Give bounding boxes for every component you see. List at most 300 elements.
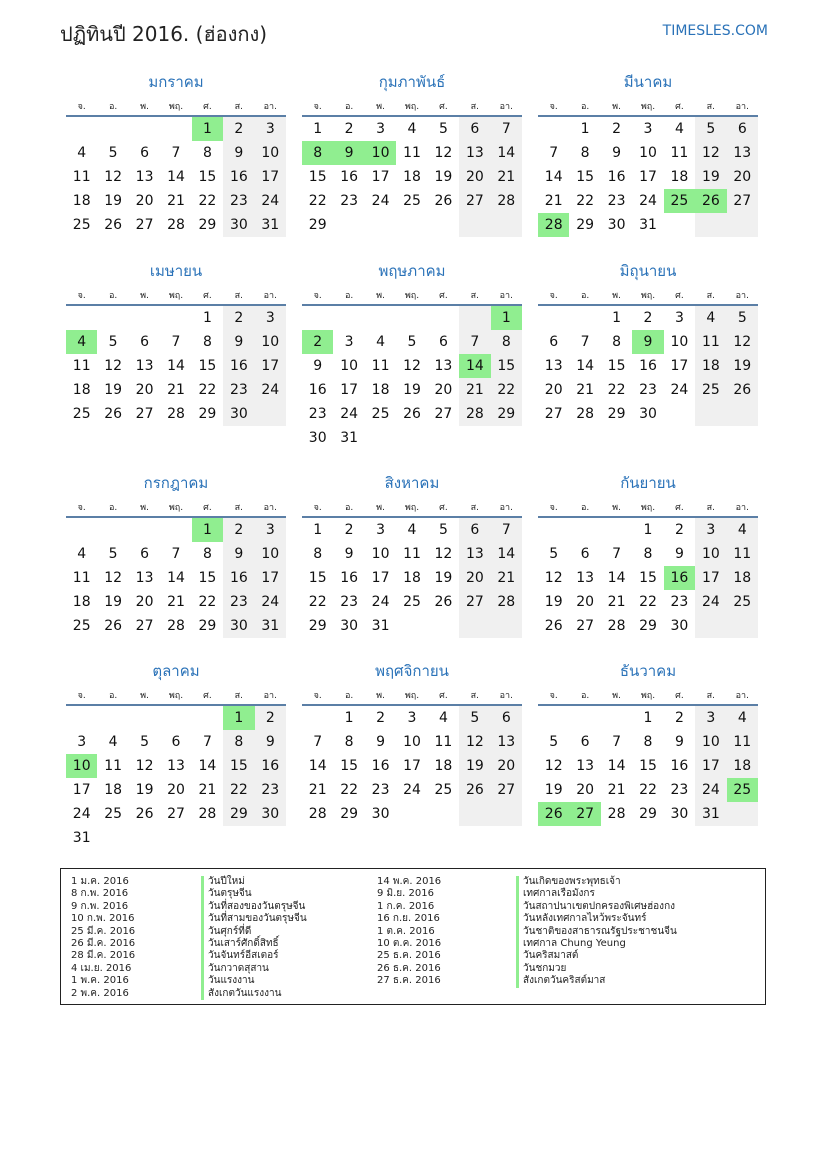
day-cell[interactable]: 24 <box>261 594 280 610</box>
day-cell[interactable]: 20 <box>135 382 154 398</box>
day-cell[interactable]: 12 <box>465 734 484 750</box>
day-cell[interactable]: 12 <box>403 358 421 374</box>
day-cell[interactable]: 27 <box>434 406 453 422</box>
day-cell[interactable]: 13 <box>167 758 185 774</box>
day-cell[interactable]: 24 <box>72 806 91 822</box>
day-cell[interactable]: 21 <box>465 382 484 398</box>
day-cell[interactable]: 2 <box>344 121 354 137</box>
day-cell[interactable]: 13 <box>434 358 453 374</box>
day-cell[interactable]: 6 <box>470 522 480 538</box>
day-cell[interactable]: 26 <box>544 618 563 634</box>
day-cell[interactable]: 29 <box>497 406 516 422</box>
day-cell[interactable]: 27 <box>733 193 752 209</box>
day-cell[interactable]: 21 <box>576 382 595 398</box>
day-cell[interactable]: 18 <box>104 782 123 798</box>
day-cell[interactable]: 22 <box>607 382 626 398</box>
day-cell[interactable]: 22 <box>639 782 657 798</box>
day-cell[interactable]: 31 <box>639 217 657 233</box>
day-cell[interactable]: 28 <box>576 406 595 422</box>
holiday-day-cell[interactable]: 9 <box>333 141 364 165</box>
day-cell[interactable]: 16 <box>371 758 390 774</box>
holiday-day-cell[interactable]: 26 <box>538 802 569 826</box>
day-cell[interactable]: 10 <box>371 546 390 562</box>
day-cell[interactable]: 22 <box>198 594 217 610</box>
day-cell[interactable]: 1 <box>643 522 653 538</box>
day-cell[interactable]: 15 <box>308 169 327 185</box>
day-cell[interactable]: 24 <box>340 406 359 422</box>
day-cell[interactable]: 20 <box>544 382 563 398</box>
day-cell[interactable]: 27 <box>544 406 563 422</box>
day-cell[interactable]: 18 <box>72 193 91 209</box>
day-cell[interactable]: 27 <box>135 618 154 634</box>
holiday-day-cell[interactable]: 16 <box>664 566 695 590</box>
day-cell[interactable]: 23 <box>670 594 689 610</box>
day-cell[interactable]: 3 <box>706 710 716 726</box>
day-cell[interactable]: 7 <box>202 734 212 750</box>
day-cell[interactable]: 17 <box>639 169 657 185</box>
day-cell[interactable]: 30 <box>308 430 327 446</box>
day-cell[interactable]: 8 <box>501 334 511 350</box>
day-cell[interactable]: 8 <box>643 734 653 750</box>
day-cell[interactable]: 5 <box>108 546 118 562</box>
day-cell[interactable]: 16 <box>639 358 657 374</box>
day-cell[interactable]: 26 <box>434 193 453 209</box>
day-cell[interactable]: 9 <box>313 358 323 374</box>
day-cell[interactable]: 7 <box>470 334 480 350</box>
day-cell[interactable]: 15 <box>340 758 359 774</box>
day-cell[interactable]: 6 <box>140 334 150 350</box>
holiday-day-cell[interactable]: 10 <box>66 754 97 778</box>
day-cell[interactable]: 20 <box>135 594 154 610</box>
day-cell[interactable]: 2 <box>612 121 622 137</box>
day-cell[interactable]: 2 <box>234 522 244 538</box>
day-cell[interactable]: 21 <box>497 570 516 586</box>
day-cell[interactable]: 24 <box>371 594 390 610</box>
day-cell[interactable]: 19 <box>104 382 123 398</box>
day-cell[interactable]: 23 <box>670 782 689 798</box>
day-cell[interactable]: 22 <box>497 382 516 398</box>
day-cell[interactable]: 14 <box>607 758 626 774</box>
day-cell[interactable]: 19 <box>104 594 123 610</box>
day-cell[interactable]: 4 <box>438 710 448 726</box>
day-cell[interactable]: 13 <box>544 358 563 374</box>
day-cell[interactable]: 18 <box>72 594 91 610</box>
day-cell[interactable]: 15 <box>229 758 248 774</box>
day-cell[interactable]: 17 <box>72 782 91 798</box>
day-cell[interactable]: 18 <box>403 570 421 586</box>
day-cell[interactable]: 5 <box>438 522 448 538</box>
day-cell[interactable]: 17 <box>371 570 390 586</box>
day-cell[interactable]: 17 <box>371 169 390 185</box>
day-cell[interactable]: 17 <box>261 570 280 586</box>
holiday-day-cell[interactable]: 25 <box>727 778 758 802</box>
day-cell[interactable]: 3 <box>376 121 386 137</box>
day-cell[interactable]: 5 <box>407 334 417 350</box>
day-cell[interactable]: 22 <box>308 594 327 610</box>
day-cell[interactable]: 20 <box>576 782 595 798</box>
day-cell[interactable]: 1 <box>580 121 590 137</box>
day-cell[interactable]: 2 <box>265 710 275 726</box>
day-cell[interactable]: 23 <box>607 193 626 209</box>
day-cell[interactable]: 26 <box>434 594 453 610</box>
day-cell[interactable]: 26 <box>135 806 154 822</box>
day-cell[interactable]: 29 <box>308 618 327 634</box>
day-cell[interactable]: 27 <box>465 193 484 209</box>
day-cell[interactable]: 4 <box>706 310 716 326</box>
day-cell[interactable]: 22 <box>229 782 248 798</box>
day-cell[interactable]: 19 <box>465 758 484 774</box>
day-cell[interactable]: 25 <box>403 193 421 209</box>
day-cell[interactable]: 31 <box>72 830 91 846</box>
day-cell[interactable]: 24 <box>701 594 720 610</box>
day-cell[interactable]: 23 <box>229 382 248 398</box>
day-cell[interactable]: 13 <box>135 358 154 374</box>
day-cell[interactable]: 22 <box>308 193 327 209</box>
day-cell[interactable]: 24 <box>261 382 280 398</box>
day-cell[interactable]: 2 <box>234 121 244 137</box>
day-cell[interactable]: 12 <box>434 546 453 562</box>
day-cell[interactable]: 13 <box>576 758 595 774</box>
day-cell[interactable]: 1 <box>643 710 653 726</box>
day-cell[interactable]: 6 <box>501 710 511 726</box>
day-cell[interactable]: 14 <box>198 758 217 774</box>
day-cell[interactable]: 22 <box>198 193 217 209</box>
day-cell[interactable]: 7 <box>171 145 181 161</box>
day-cell[interactable]: 8 <box>234 734 244 750</box>
day-cell[interactable]: 18 <box>701 358 720 374</box>
day-cell[interactable]: 12 <box>434 145 453 161</box>
day-cell[interactable]: 21 <box>167 193 185 209</box>
day-cell[interactable]: 27 <box>135 217 154 233</box>
holiday-day-cell[interactable]: 27 <box>569 802 600 826</box>
day-cell[interactable]: 8 <box>202 546 212 562</box>
day-cell[interactable]: 13 <box>733 145 752 161</box>
day-cell[interactable]: 6 <box>580 734 590 750</box>
day-cell[interactable]: 5 <box>470 710 480 726</box>
day-cell[interactable]: 20 <box>167 782 185 798</box>
day-cell[interactable]: 12 <box>104 169 123 185</box>
day-cell[interactable]: 13 <box>576 570 595 586</box>
day-cell[interactable]: 22 <box>340 782 359 798</box>
day-cell[interactable]: 6 <box>580 546 590 562</box>
day-cell[interactable]: 6 <box>438 334 448 350</box>
day-cell[interactable]: 1 <box>202 310 212 326</box>
day-cell[interactable]: 10 <box>670 334 689 350</box>
holiday-day-cell[interactable]: 4 <box>66 330 97 354</box>
day-cell[interactable]: 3 <box>407 710 417 726</box>
day-cell[interactable]: 23 <box>229 193 248 209</box>
day-cell[interactable]: 24 <box>403 782 421 798</box>
day-cell[interactable]: 15 <box>198 570 217 586</box>
day-cell[interactable]: 18 <box>72 382 91 398</box>
day-cell[interactable]: 10 <box>261 546 280 562</box>
day-cell[interactable]: 19 <box>544 594 563 610</box>
day-cell[interactable]: 30 <box>639 406 657 422</box>
day-cell[interactable]: 10 <box>261 145 280 161</box>
day-cell[interactable]: 5 <box>438 121 448 137</box>
day-cell[interactable]: 21 <box>544 193 563 209</box>
day-cell[interactable]: 20 <box>465 570 484 586</box>
day-cell[interactable]: 14 <box>497 145 516 161</box>
day-cell[interactable]: 12 <box>701 145 720 161</box>
holiday-day-cell[interactable]: 26 <box>695 189 726 213</box>
day-cell[interactable]: 20 <box>576 594 595 610</box>
day-cell[interactable]: 5 <box>108 334 118 350</box>
day-cell[interactable]: 16 <box>607 169 626 185</box>
day-cell[interactable]: 13 <box>497 734 516 750</box>
day-cell[interactable]: 11 <box>403 145 421 161</box>
day-cell[interactable]: 15 <box>497 358 516 374</box>
day-cell[interactable]: 9 <box>674 546 684 562</box>
day-cell[interactable]: 21 <box>167 594 185 610</box>
day-cell[interactable]: 30 <box>229 217 248 233</box>
day-cell[interactable]: 15 <box>639 570 657 586</box>
day-cell[interactable]: 16 <box>229 570 248 586</box>
day-cell[interactable]: 15 <box>308 570 327 586</box>
day-cell[interactable]: 18 <box>434 758 453 774</box>
day-cell[interactable]: 11 <box>371 358 390 374</box>
day-cell[interactable]: 26 <box>733 382 752 398</box>
holiday-day-cell[interactable]: 9 <box>632 330 663 354</box>
day-cell[interactable]: 11 <box>72 169 91 185</box>
day-cell[interactable]: 14 <box>308 758 327 774</box>
day-cell[interactable]: 23 <box>340 193 359 209</box>
site-link[interactable]: TIMESLES.COM <box>662 23 768 39</box>
day-cell[interactable]: 25 <box>434 782 453 798</box>
day-cell[interactable]: 22 <box>198 382 217 398</box>
day-cell[interactable]: 17 <box>670 358 689 374</box>
day-cell[interactable]: 25 <box>72 406 91 422</box>
day-cell[interactable]: 4 <box>77 145 87 161</box>
day-cell[interactable]: 30 <box>261 806 280 822</box>
day-cell[interactable]: 9 <box>234 334 244 350</box>
day-cell[interactable]: 10 <box>701 546 720 562</box>
day-cell[interactable]: 4 <box>407 121 417 137</box>
day-cell[interactable]: 12 <box>104 570 123 586</box>
day-cell[interactable]: 16 <box>261 758 280 774</box>
day-cell[interactable]: 7 <box>313 734 323 750</box>
day-cell[interactable]: 12 <box>104 358 123 374</box>
day-cell[interactable]: 17 <box>701 758 720 774</box>
day-cell[interactable]: 3 <box>344 334 354 350</box>
day-cell[interactable]: 18 <box>371 382 390 398</box>
day-cell[interactable]: 7 <box>612 734 622 750</box>
holiday-day-cell[interactable]: 1 <box>223 706 254 730</box>
day-cell[interactable]: 23 <box>340 594 359 610</box>
day-cell[interactable]: 8 <box>202 334 212 350</box>
day-cell[interactable]: 11 <box>72 570 91 586</box>
day-cell[interactable]: 21 <box>607 594 626 610</box>
day-cell[interactable]: 23 <box>261 782 280 798</box>
day-cell[interactable]: 20 <box>733 169 752 185</box>
day-cell[interactable]: 16 <box>340 169 359 185</box>
day-cell[interactable]: 5 <box>549 546 559 562</box>
day-cell[interactable]: 28 <box>607 806 626 822</box>
day-cell[interactable]: 29 <box>576 217 595 233</box>
day-cell[interactable]: 13 <box>135 570 154 586</box>
day-cell[interactable]: 14 <box>497 546 516 562</box>
day-cell[interactable]: 25 <box>733 594 752 610</box>
day-cell[interactable]: 4 <box>674 121 684 137</box>
holiday-day-cell[interactable]: 1 <box>192 518 223 542</box>
day-cell[interactable]: 24 <box>639 193 657 209</box>
day-cell[interactable]: 23 <box>229 594 248 610</box>
day-cell[interactable]: 19 <box>104 193 123 209</box>
day-cell[interactable]: 24 <box>261 193 280 209</box>
day-cell[interactable]: 31 <box>701 806 720 822</box>
day-cell[interactable]: 4 <box>108 734 118 750</box>
holiday-day-cell[interactable]: 28 <box>538 213 569 237</box>
day-cell[interactable]: 18 <box>403 169 421 185</box>
day-cell[interactable]: 17 <box>261 169 280 185</box>
day-cell[interactable]: 28 <box>308 806 327 822</box>
day-cell[interactable]: 8 <box>202 145 212 161</box>
day-cell[interactable]: 28 <box>167 618 185 634</box>
day-cell[interactable]: 19 <box>135 782 154 798</box>
day-cell[interactable]: 29 <box>229 806 248 822</box>
day-cell[interactable]: 3 <box>706 522 716 538</box>
day-cell[interactable]: 9 <box>234 546 244 562</box>
day-cell[interactable]: 14 <box>167 570 185 586</box>
day-cell[interactable]: 5 <box>737 310 747 326</box>
day-cell[interactable]: 5 <box>108 145 118 161</box>
day-cell[interactable]: 3 <box>265 121 275 137</box>
day-cell[interactable]: 12 <box>544 570 563 586</box>
day-cell[interactable]: 29 <box>198 406 217 422</box>
day-cell[interactable]: 21 <box>308 782 327 798</box>
day-cell[interactable]: 10 <box>261 334 280 350</box>
day-cell[interactable]: 26 <box>104 406 123 422</box>
day-cell[interactable]: 20 <box>135 193 154 209</box>
day-cell[interactable]: 16 <box>229 358 248 374</box>
day-cell[interactable]: 9 <box>674 734 684 750</box>
day-cell[interactable]: 4 <box>737 522 747 538</box>
day-cell[interactable]: 19 <box>403 382 421 398</box>
day-cell[interactable]: 24 <box>701 782 720 798</box>
day-cell[interactable]: 8 <box>580 145 590 161</box>
day-cell[interactable]: 3 <box>265 522 275 538</box>
day-cell[interactable]: 7 <box>580 334 590 350</box>
day-cell[interactable]: 4 <box>77 546 87 562</box>
day-cell[interactable]: 2 <box>376 710 386 726</box>
day-cell[interactable]: 20 <box>465 169 484 185</box>
day-cell[interactable]: 28 <box>497 594 516 610</box>
day-cell[interactable]: 27 <box>465 594 484 610</box>
day-cell[interactable]: 28 <box>167 217 185 233</box>
day-cell[interactable]: 11 <box>733 546 752 562</box>
holiday-day-cell[interactable]: 25 <box>664 189 695 213</box>
day-cell[interactable]: 24 <box>670 382 689 398</box>
day-cell[interactable]: 29 <box>607 406 626 422</box>
day-cell[interactable]: 13 <box>465 546 484 562</box>
day-cell[interactable]: 19 <box>544 782 563 798</box>
day-cell[interactable]: 2 <box>234 310 244 326</box>
day-cell[interactable]: 1 <box>344 710 354 726</box>
day-cell[interactable]: 1 <box>313 522 323 538</box>
day-cell[interactable]: 19 <box>434 570 453 586</box>
day-cell[interactable]: 18 <box>670 169 689 185</box>
day-cell[interactable]: 25 <box>104 806 123 822</box>
day-cell[interactable]: 6 <box>171 734 181 750</box>
day-cell[interactable]: 26 <box>465 782 484 798</box>
day-cell[interactable]: 31 <box>340 430 359 446</box>
day-cell[interactable]: 4 <box>407 522 417 538</box>
day-cell[interactable]: 30 <box>607 217 626 233</box>
day-cell[interactable]: 23 <box>308 406 327 422</box>
day-cell[interactable]: 28 <box>167 406 185 422</box>
day-cell[interactable]: 17 <box>340 382 359 398</box>
day-cell[interactable]: 30 <box>371 806 390 822</box>
day-cell[interactable]: 8 <box>612 334 622 350</box>
day-cell[interactable]: 10 <box>340 358 359 374</box>
day-cell[interactable]: 29 <box>639 806 657 822</box>
day-cell[interactable]: 30 <box>670 806 689 822</box>
day-cell[interactable]: 10 <box>701 734 720 750</box>
day-cell[interactable]: 27 <box>497 782 516 798</box>
day-cell[interactable]: 11 <box>733 734 752 750</box>
day-cell[interactable]: 31 <box>261 217 280 233</box>
day-cell[interactable]: 14 <box>167 358 185 374</box>
day-cell[interactable]: 21 <box>607 782 626 798</box>
day-cell[interactable]: 28 <box>497 193 516 209</box>
day-cell[interactable]: 5 <box>706 121 716 137</box>
day-cell[interactable]: 11 <box>104 758 123 774</box>
day-cell[interactable]: 9 <box>376 734 386 750</box>
day-cell[interactable]: 9 <box>344 546 354 562</box>
day-cell[interactable]: 21 <box>198 782 217 798</box>
holiday-day-cell[interactable]: 1 <box>491 306 522 330</box>
day-cell[interactable]: 2 <box>643 310 653 326</box>
day-cell[interactable]: 15 <box>198 358 217 374</box>
day-cell[interactable]: 24 <box>371 193 390 209</box>
day-cell[interactable]: 13 <box>465 145 484 161</box>
holiday-day-cell[interactable]: 10 <box>365 141 396 165</box>
holiday-day-cell[interactable]: 2 <box>302 330 333 354</box>
day-cell[interactable]: 22 <box>576 193 595 209</box>
holiday-day-cell[interactable]: 8 <box>302 141 333 165</box>
day-cell[interactable]: 11 <box>701 334 720 350</box>
day-cell[interactable]: 20 <box>497 758 516 774</box>
day-cell[interactable]: 14 <box>576 358 595 374</box>
day-cell[interactable]: 12 <box>733 334 752 350</box>
day-cell[interactable]: 20 <box>434 382 453 398</box>
day-cell[interactable]: 7 <box>501 522 511 538</box>
day-cell[interactable]: 3 <box>643 121 653 137</box>
day-cell[interactable]: 17 <box>261 358 280 374</box>
day-cell[interactable]: 29 <box>340 806 359 822</box>
day-cell[interactable]: 11 <box>434 734 453 750</box>
day-cell[interactable]: 3 <box>376 522 386 538</box>
day-cell[interactable]: 3 <box>265 310 275 326</box>
day-cell[interactable]: 16 <box>670 758 689 774</box>
day-cell[interactable]: 26 <box>403 406 421 422</box>
day-cell[interactable]: 26 <box>104 217 123 233</box>
day-cell[interactable]: 4 <box>737 710 747 726</box>
day-cell[interactable]: 15 <box>639 758 657 774</box>
day-cell[interactable]: 11 <box>403 546 421 562</box>
day-cell[interactable]: 29 <box>308 217 327 233</box>
day-cell[interactable]: 14 <box>607 570 626 586</box>
day-cell[interactable]: 2 <box>674 710 684 726</box>
day-cell[interactable]: 28 <box>607 618 626 634</box>
day-cell[interactable]: 1 <box>313 121 323 137</box>
day-cell[interactable]: 1 <box>612 310 622 326</box>
day-cell[interactable]: 27 <box>167 806 185 822</box>
day-cell[interactable]: 15 <box>198 169 217 185</box>
day-cell[interactable]: 19 <box>701 169 720 185</box>
day-cell[interactable]: 25 <box>72 217 91 233</box>
day-cell[interactable]: 17 <box>701 570 720 586</box>
